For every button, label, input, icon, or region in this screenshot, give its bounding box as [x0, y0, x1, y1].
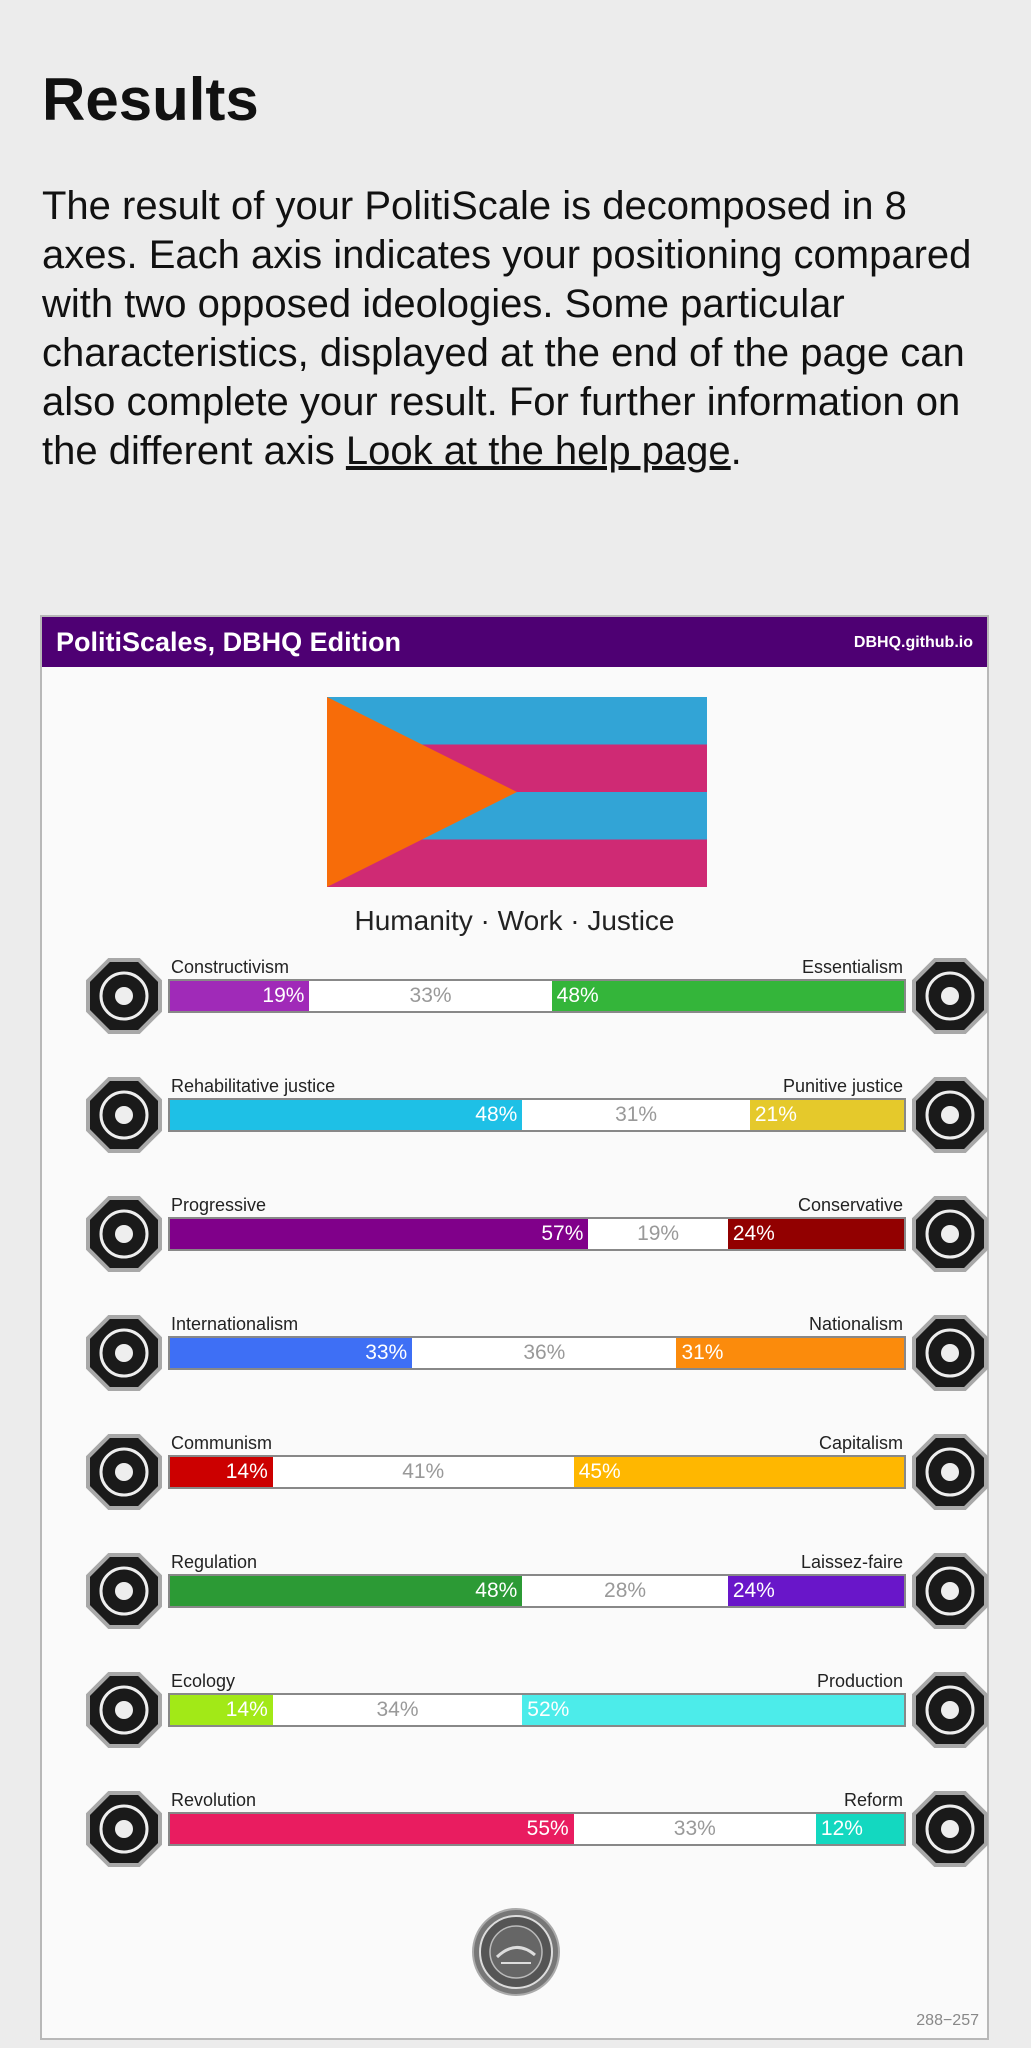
- flag-motto: Humanity · Work · Justice: [354, 905, 675, 936]
- shield-icon: [83, 1550, 165, 1632]
- result-counter: 288−257: [916, 2012, 979, 2029]
- axis-right-segment: 45%: [574, 1457, 904, 1487]
- axis-bar: [168, 979, 906, 1013]
- axis-left-label: Regulation: [171, 1552, 258, 1572]
- axis-right-segment: 48%: [552, 981, 904, 1011]
- axis-right-segment: 31%: [676, 1338, 904, 1368]
- axis-bar: [168, 1098, 906, 1132]
- axis-left-label: Revolution: [171, 1790, 257, 1810]
- axis-left-segment: 14%: [170, 1457, 273, 1487]
- ballot-icon: [909, 1788, 991, 1870]
- axis-left-label: Communism: [171, 1433, 273, 1453]
- axis-right-label: Punitive justice: [782, 1076, 903, 1096]
- axis-right-label: Reform: [843, 1790, 903, 1810]
- axis-neutral-segment: 19%: [588, 1219, 727, 1249]
- axis-left-segment: 14%: [170, 1695, 273, 1725]
- axis-neutral-segment: 28%: [522, 1576, 728, 1606]
- axis-bar: [168, 1455, 906, 1489]
- axis-left-label: Ecology: [171, 1671, 236, 1691]
- axis-right-segment: 24%: [728, 1219, 904, 1249]
- card-header: [42, 617, 987, 667]
- flower-icon: [909, 955, 991, 1037]
- axis-left-segment: 33%: [170, 1338, 412, 1368]
- eye-icon: [83, 955, 165, 1037]
- axis-row: [82, 1433, 992, 1533]
- axis-left-segment: 55%: [170, 1814, 574, 1844]
- hammer-sickle-icon: [83, 1431, 165, 1513]
- axis-left-label: Constructivism: [171, 957, 290, 977]
- axis-row: [82, 957, 992, 1057]
- axis-right-segment: 52%: [522, 1695, 904, 1725]
- axis-right-label: Capitalism: [818, 1433, 903, 1453]
- axis-left-segment: 19%: [170, 981, 309, 1011]
- intro-body: The result of your PolitiScale is decomposed in 8 axes. Each axis indicates your positioning compared with two opposed ideologies. Some particular characteristics, displayed at the end of the page can also complete your result. For further information on the different axis: [42, 184, 972, 473]
- axis-neutral-segment: 33%: [309, 981, 551, 1011]
- help-page-link[interactable]: Look at the help page: [345, 429, 731, 473]
- fist-icon: [83, 1788, 165, 1870]
- money-bag-icon: [909, 1431, 991, 1513]
- axis-left-label: Progressive: [171, 1195, 267, 1215]
- axis-neutral-segment: 34%: [273, 1695, 523, 1725]
- axis-right-segment: 24%: [728, 1576, 904, 1606]
- axis-right-label: Nationalism: [808, 1314, 903, 1334]
- axis-bar: [168, 1336, 906, 1370]
- prison-bars-icon: [909, 1074, 991, 1156]
- intro-end: .: [730, 429, 742, 473]
- card-url: DBHQ.github.io: [853, 634, 973, 651]
- axis-right-label: Essentialism: [801, 957, 903, 977]
- axis-bar: [168, 1217, 906, 1251]
- seal-icon: [471, 1907, 561, 1997]
- axis-left-segment: 57%: [170, 1219, 588, 1249]
- axis-left-segment: 48%: [170, 1576, 522, 1606]
- axis-right-label: Conservative: [797, 1195, 903, 1215]
- axis-neutral-segment: 36%: [412, 1338, 676, 1368]
- axis-bar: [168, 1693, 906, 1727]
- axis-neutral-segment: 33%: [574, 1814, 816, 1844]
- axis-left-label: Rehabilitative justice: [171, 1076, 336, 1096]
- results-card: [40, 615, 989, 2040]
- ideology-flag: [327, 697, 707, 887]
- axis-right-segment: 12%: [816, 1814, 904, 1844]
- axis-bar: [168, 1812, 906, 1846]
- axis-row: [82, 1671, 992, 1771]
- axis-row: [82, 1552, 992, 1652]
- axis-neutral-segment: 31%: [522, 1100, 750, 1130]
- axis-left-label: Internationalism: [171, 1314, 299, 1334]
- page-title: Results: [42, 66, 259, 133]
- axis-right-segment: 21%: [750, 1100, 904, 1130]
- intro-text: [42, 182, 992, 476]
- factory-icon: [909, 1669, 991, 1751]
- flag-icon: [909, 1312, 991, 1394]
- sprout-icon: [83, 1669, 165, 1751]
- axis-right-label: Laissez-faire: [800, 1552, 903, 1572]
- axis-bar: [168, 1574, 906, 1608]
- axis-row: [82, 1195, 992, 1295]
- axis-row: [82, 1314, 992, 1414]
- axis-neutral-segment: 41%: [273, 1457, 574, 1487]
- globe-icon: [83, 1312, 165, 1394]
- handshake-icon: [83, 1074, 165, 1156]
- torch-icon: [83, 1193, 165, 1275]
- axis-right-label: Production: [816, 1671, 903, 1691]
- butterfly-icon: [909, 1550, 991, 1632]
- quill-icon: [909, 1193, 991, 1275]
- card-title: PolitiScales, DBHQ Edition: [56, 627, 402, 657]
- axis-row: [82, 1790, 992, 1890]
- axis-left-segment: 48%: [170, 1100, 522, 1130]
- axis-row: [82, 1076, 992, 1176]
